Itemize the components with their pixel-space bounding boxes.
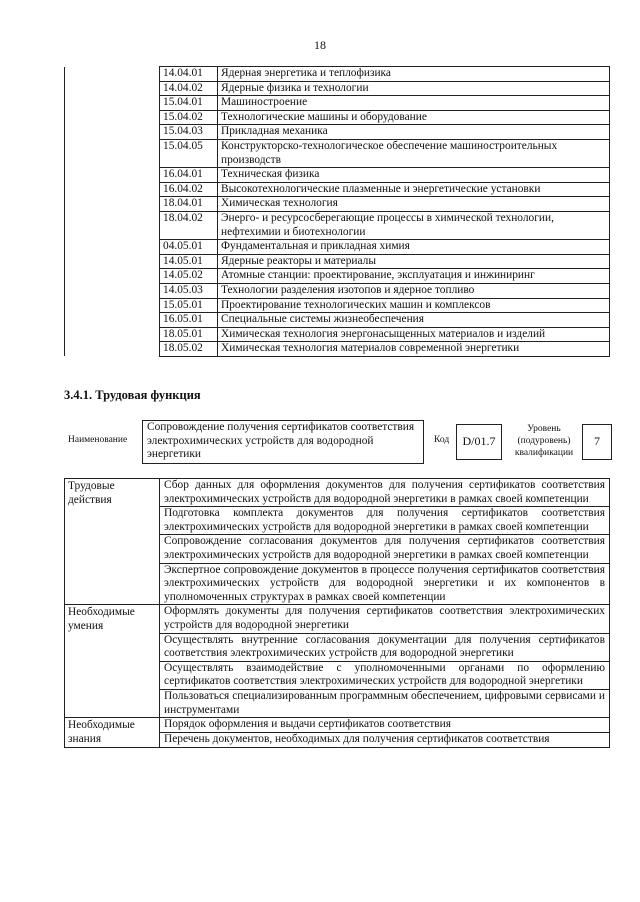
specialty-name: Высокотехнологические плазменные и энергетические установки bbox=[218, 182, 610, 197]
specialty-code: 18.05.02 bbox=[160, 342, 218, 357]
specialty-name: Технологии разделения изотопов и ядерное топливо bbox=[218, 283, 610, 298]
code-label: Код bbox=[434, 435, 450, 445]
function-item: Подготовка комплекта документов для получения сертификатов соответствия электрохимических устройств для водородной энергетики в рамках своей компетенции bbox=[160, 507, 610, 535]
specialty-name: Химическая технология материалов современной энергетики bbox=[218, 342, 610, 357]
labor-function-table bbox=[64, 478, 610, 748]
specialty-name: Технологические машины и оборудование bbox=[218, 110, 610, 125]
specialty-code: 15.04.03 bbox=[160, 125, 218, 140]
specialty-name: Ядерные реакторы и материалы bbox=[218, 254, 610, 269]
specialty-row bbox=[65, 67, 610, 82]
group-title: Трудовые действия bbox=[65, 479, 160, 605]
specialty-name: Прикладная механика bbox=[218, 125, 610, 140]
function-row bbox=[65, 605, 610, 633]
specialty-code: 16.04.02 bbox=[160, 182, 218, 197]
function-row bbox=[65, 479, 610, 507]
function-item: Оформлять документы для получения сертификатов соответствия электрохимических устройств для водородной энергетики bbox=[160, 605, 610, 633]
function-item: Порядок оформления и выдачи сертификатов соответствия bbox=[160, 718, 610, 733]
specialty-code: 15.04.05 bbox=[160, 139, 218, 167]
name-label: Наименование bbox=[68, 435, 128, 445]
specialty-code: 18.04.02 bbox=[160, 211, 218, 239]
specialty-name: Конструкторско-технологическое обеспечение машиностроительных производств bbox=[218, 139, 610, 167]
blank-column bbox=[65, 67, 160, 357]
specialty-code: 18.04.01 bbox=[160, 197, 218, 212]
qualification-level: 7 bbox=[582, 424, 612, 460]
function-item: Осуществлять взаимодействие с уполномоченными органами по оформлению сертификатов соответствия электрохимических устройств для водородной энергетики bbox=[160, 661, 610, 689]
function-item: Пользоваться специализированным программным обеспечением, цифровыми сервисами и инструментами bbox=[160, 689, 610, 717]
specialty-name: Химическая технология энергонасыщенных материалов и изделий bbox=[218, 327, 610, 342]
page-number: 18 bbox=[314, 38, 326, 52]
specialty-code: 15.04.02 bbox=[160, 110, 218, 125]
specialty-code: 04.05.01 bbox=[160, 240, 218, 255]
function-item: Перечень документов, необходимых для получения сертификатов соответствия bbox=[160, 733, 610, 748]
specialty-name: Атомные станции: проектирование, эксплуатация и инжиниринг bbox=[218, 269, 610, 284]
specialty-name: Машиностроение bbox=[218, 96, 610, 111]
group-title: Необходимые умения bbox=[65, 605, 160, 718]
specialty-code: 14.04.02 bbox=[160, 81, 218, 96]
function-item: Осуществлять внутренние согласования документации для получения сертификатов соответствия электрохимических устройств для водородной энергетики bbox=[160, 633, 610, 661]
function-item: Сбор данных для оформления документов для получения сертификатов соответствия электрохимических устройств для водородной энергетики в рамках своей компетенции bbox=[160, 479, 610, 507]
specialty-name: Ядерная энергетика и теплофизика bbox=[218, 67, 610, 82]
group-title: Необходимые знания bbox=[65, 718, 160, 748]
specialty-name: Проектирование технологических машин и комплексов bbox=[218, 298, 610, 313]
specialty-code: 15.04.01 bbox=[160, 96, 218, 111]
specialty-name: Ядерные физика и технологии bbox=[218, 81, 610, 96]
specialty-code: 16.05.01 bbox=[160, 313, 218, 328]
specialty-name: Химическая технология bbox=[218, 197, 610, 212]
specialty-name: Специальные системы жизнеобеспечения bbox=[218, 313, 610, 328]
specialty-code: 14.04.01 bbox=[160, 67, 218, 82]
function-item: Сопровождение согласования документов для получения сертификатов соответствия электрохимических устройств для водородной энергетики в рамках своей компетенции bbox=[160, 535, 610, 563]
specialty-code: 14.05.01 bbox=[160, 254, 218, 269]
specialty-name: Техническая физика bbox=[218, 168, 610, 183]
specialty-code: 14.05.02 bbox=[160, 269, 218, 284]
function-row bbox=[65, 718, 610, 733]
specialty-code: 14.05.03 bbox=[160, 283, 218, 298]
function-name: Сопровождение получения сертификатов соответствия электрохимических устройств для водородной энергетики bbox=[142, 420, 424, 464]
specialty-name: Энерго- и ресурсосберегающие процессы в химической технологии, нефтехимии и биотехнологии bbox=[218, 211, 610, 239]
function-code: D/01.7 bbox=[456, 424, 502, 460]
labor-function-header bbox=[64, 420, 614, 464]
specialty-code: 18.05.01 bbox=[160, 327, 218, 342]
level-label: Уровень (подуровень) квалификации bbox=[514, 424, 574, 458]
specialties-table bbox=[64, 66, 610, 357]
specialty-name: Фундаментальная и прикладная химия bbox=[218, 240, 610, 255]
specialty-code: 15.05.01 bbox=[160, 298, 218, 313]
function-item: Экспертное сопровождение документов в процессе получения сертификатов соответствия электрохимических устройств для водородной энергетики и их компонентов в уполномоченных структурах в рамках своей компетенции bbox=[160, 563, 610, 605]
specialty-code: 16.04.01 bbox=[160, 168, 218, 183]
section-heading: 3.4.1. Трудовая функция bbox=[64, 388, 201, 402]
